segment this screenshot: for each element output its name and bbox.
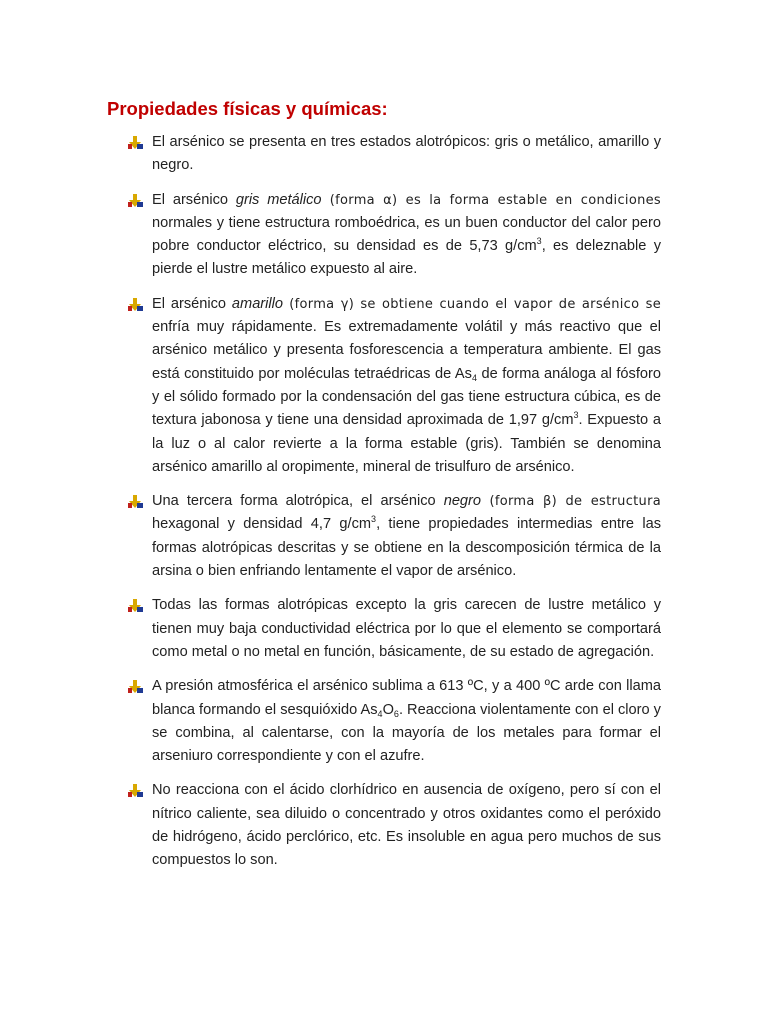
item-text: Una tercera forma alotrópica, el arsénico	[152, 493, 444, 510]
item-text: O	[382, 701, 394, 718]
item-text: , es deleznable y pierde el lustre metálico expuesto al aire.	[152, 238, 661, 278]
list-item	[128, 779, 661, 872]
arrow-down-bullet-icon	[128, 298, 143, 312]
arrow-down-bullet-icon	[128, 136, 143, 150]
arrow-down-bullet-icon	[128, 599, 143, 613]
item-emphasis: amarillo	[231, 295, 284, 312]
list-item	[128, 189, 661, 282]
arrow-down-bullet-icon	[128, 194, 143, 208]
subscript: 4	[471, 372, 477, 383]
subscript: 6	[393, 708, 399, 719]
arrow-down-bullet-icon	[128, 784, 143, 798]
item-text: El arsénico	[152, 191, 236, 208]
superscript: 3	[536, 236, 542, 247]
property-list	[128, 131, 661, 884]
item-text: . Reacciona violentamente con el cloro y se combina, al calentarse, con la mayoría de los metales para formar el arseniuro correspondiente y con el azufre.	[152, 701, 661, 765]
item-text: . Expuesto a la luz o al calor revierte a la forma estable (gris). También se denomina arsénico amarillo al oropimente, mineral de trisulfuro de arsénico.	[152, 412, 661, 475]
item-text: El arsénico	[152, 295, 232, 312]
item-text-alt: (forma β) de estructura	[481, 494, 661, 510]
list-item	[128, 490, 661, 583]
list-item	[128, 131, 661, 178]
item-text-alt: (forma α) es la forma estable en condiciones	[321, 192, 661, 208]
item-emphasis: gris metálico	[235, 191, 322, 208]
item-text: A presión atmosférica el arsénico sublima a 613 ºC, y a 400 ºC arde con llama blanca formando el sesquióxido As	[152, 678, 661, 718]
arrow-down-bullet-icon	[128, 495, 143, 509]
item-text: enfría muy rápidamente. Es extremadamente volátil y más reactivo que el arsénico metálico y presenta fosforescencia a temperatura ambiente. El gas está constituido por moléculas tetraédricas de As	[152, 319, 661, 382]
superscript: 3	[573, 410, 579, 421]
item-text: de forma análoga al fósforo y el sólido formado por la condensación del gas tiene estructura cúbica, es de textura jabonosa y tiene una densidad aproximada de 1,97 g/cm	[152, 365, 661, 429]
superscript: 3	[371, 514, 377, 525]
list-item	[128, 594, 661, 664]
item-text: El arsénico se presenta en tres estados alotrópicos: gris o metálico, amarillo y negro.	[152, 134, 661, 174]
arrow-down-bullet-icon	[128, 680, 143, 694]
item-text-alt: (forma γ) se obtiene cuando el vapor de arsénico se	[283, 296, 661, 312]
item-text: No reacciona con el ácido clorhídrico en ausencia de oxígeno, pero sí con el nítrico caliente, sea diluido o concentrado y otros oxidantes como el peróxido de hidrógeno, ácido perclórico, etc. Es insoluble en agua pero muchos de sus compuestos lo son.	[152, 782, 661, 869]
item-text: normales y tiene estructura romboédrica, es un buen conductor del calor pero pobre conductor eléctrico, su densidad es de 5,73 g/cm	[152, 214, 661, 255]
item-text: hexagonal y densidad 4,7 g/cm	[152, 516, 372, 533]
section-heading: Propiedades físicas y químicas:	[107, 98, 388, 119]
list-item	[128, 675, 661, 768]
item-text: , tiene propiedades intermedias entre las formas alotrópicas descritas y se obtiene en la descomposición térmica de la arsina o bien enfriando lentamente el vapor de arsénico.	[152, 516, 661, 580]
subscript: 4	[377, 708, 383, 719]
list-item	[128, 293, 661, 479]
item-text: Todas las formas alotrópicas excepto la gris carecen de lustre metálico y tienen muy baja conductividad eléctrica por lo que el elemento se comportará como metal o no metal en función, básicamente, de su estado de agregación.	[152, 597, 661, 660]
item-emphasis: negro	[443, 493, 482, 510]
